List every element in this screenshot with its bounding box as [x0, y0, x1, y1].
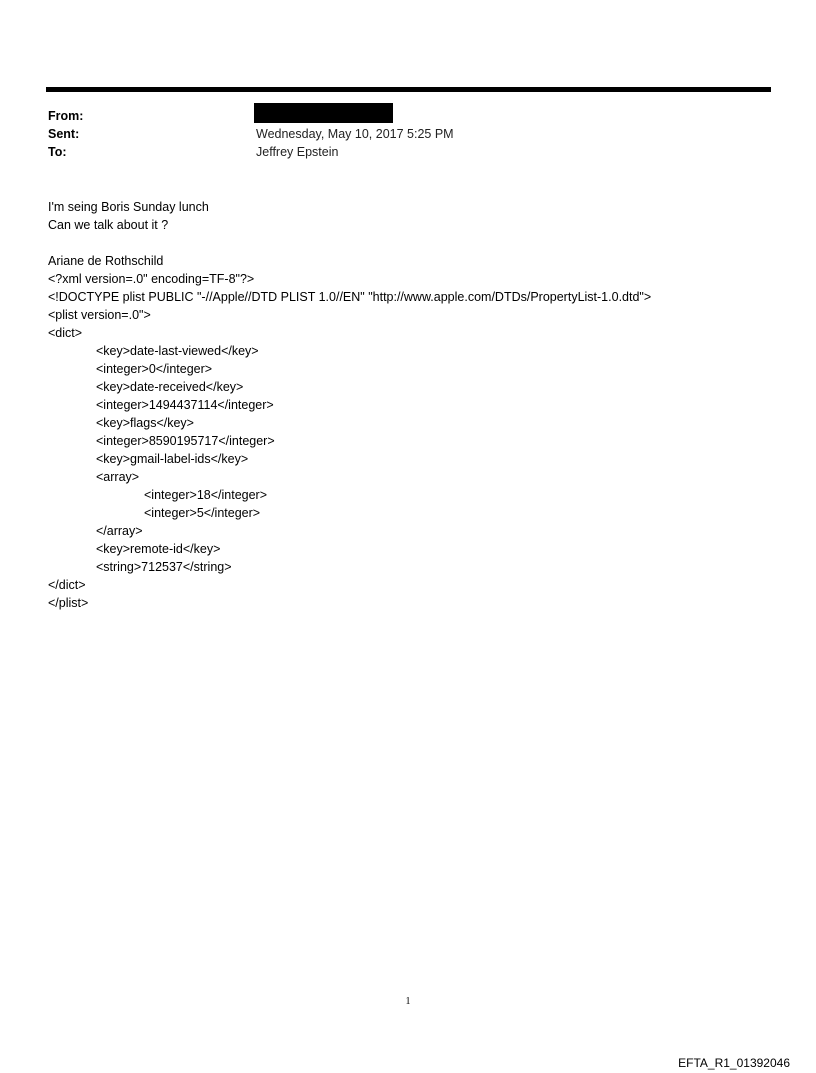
signature: Ariane de Rothschild [48, 254, 164, 268]
redaction-box [254, 103, 393, 123]
plist-line: <array> [96, 470, 140, 484]
to-value: Jeffrey Epstein [256, 145, 339, 159]
to-label: To: [48, 145, 67, 159]
message-body [48, 198, 788, 612]
plist-line: <!DOCTYPE plist PUBLIC "-//Apple//DTD PLIST 1.0//EN" "http://www.apple.com/DTDs/PropertyList-1.0.dtd"> [48, 290, 652, 304]
plist-line: <integer>5</integer> [144, 506, 261, 520]
plist-line: <key>flags</key> [96, 416, 194, 430]
sent-value: Wednesday, May 10, 2017 5:25 PM [256, 127, 454, 141]
plist-line: <plist version=.0"> [48, 308, 151, 322]
plist-line: <key>remote-id</key> [96, 542, 221, 556]
plist-line: </plist> [48, 596, 89, 610]
message-line-2: Can we talk about it ? [48, 218, 169, 232]
plist-line: <integer>8590195717</integer> [96, 434, 275, 448]
plist-line: </array> [96, 524, 143, 538]
page-number: 1 [405, 996, 411, 1007]
bates-stamp: EFTA_R1_01392046 [678, 1056, 790, 1070]
sent-label: Sent: [48, 127, 80, 141]
plist-line: <key>date-last-viewed</key> [96, 344, 259, 358]
plist-line: <?xml version=.0" encoding=TF-8"?> [48, 272, 255, 286]
plist-block [48, 270, 788, 612]
plist-line: <key>gmail-label-ids</key> [96, 452, 249, 466]
paragraph-gap [48, 234, 788, 252]
header-rule [46, 87, 771, 92]
plist-line: <key>date-received</key> [96, 380, 244, 394]
message-line-1: I'm seing Boris Sunday lunch [48, 200, 209, 214]
plist-line: <dict> [48, 326, 83, 340]
plist-line: <integer>18</integer> [144, 488, 268, 502]
from-label: From: [48, 109, 84, 123]
plist-line: <integer>1494437114</integer> [96, 398, 274, 412]
plist-line: </dict> [48, 578, 86, 592]
plist-line: <integer>0</integer> [96, 362, 213, 376]
plist-line: <string>712537</string> [96, 560, 232, 574]
